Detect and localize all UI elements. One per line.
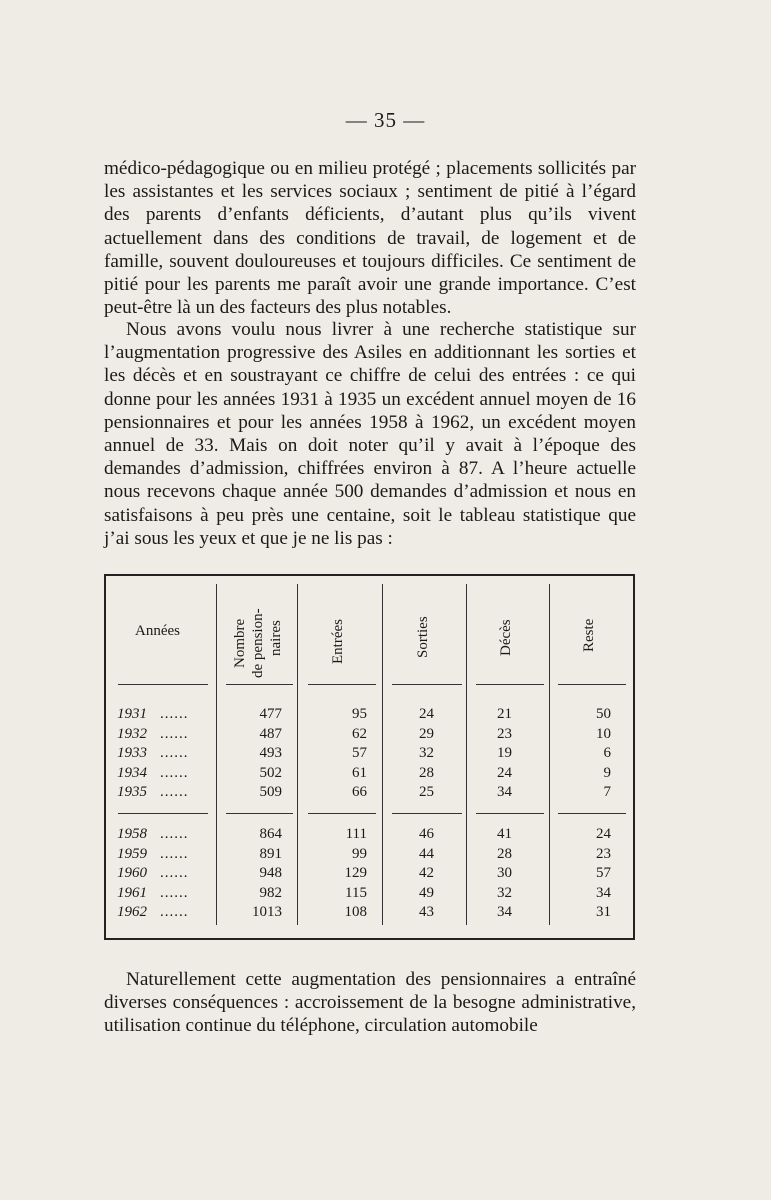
- leader-dots: ......: [160, 706, 189, 722]
- paragraph-3: Naturellement cette augmentation des pensionnaires a entraîné diverses conséquences : accroissement de la besogne administrative, utilisation continue du téléphone, circulation automobile: [104, 969, 636, 1037]
- table-row: [106, 726, 637, 745]
- header-rule: [308, 684, 376, 685]
- header-rule: [226, 684, 293, 685]
- header-deces: Décès: [498, 619, 514, 656]
- reste-cell: 50: [596, 706, 611, 722]
- sorties-cell: 46: [419, 826, 434, 842]
- sorties-cell: 44: [419, 845, 434, 862]
- sorties-cell: 24: [419, 706, 434, 722]
- leader-dots: ......: [160, 904, 189, 920]
- table-row: [106, 745, 637, 764]
- pensionnaires-cell: 948: [259, 865, 282, 881]
- header-naires: naires: [268, 620, 284, 656]
- year-cell: 1931: [117, 706, 147, 722]
- paragraph-1: médico-pédagogique ou en milieu protégé ; placements sollicités par les assistantes et les services sociaux ; sentiment de pitié à l’égard des parents d’enfants déficients, d’autant plus qu’ils vivent actuellement dans des conditions de travail, de logement et de famille, souvent douloureuses et toujours difficiles. Ce sentiment de pitié pour les parents me paraît avoir une grande importance. C’est peut-être là un des facteurs des plus notables.: [104, 158, 636, 319]
- leader-dots: ......: [160, 826, 189, 842]
- entrees-cell: 129: [344, 865, 367, 881]
- sorties-cell: 43: [419, 904, 434, 920]
- table-row: [106, 826, 637, 845]
- entrees-cell: 66: [352, 784, 367, 800]
- group-rule: [226, 813, 293, 814]
- table-row: [106, 846, 637, 865]
- page-number: — 35 —: [345, 108, 426, 132]
- leader-dots: ......: [160, 784, 189, 800]
- header-rule: [476, 684, 544, 685]
- entrees-cell: 111: [345, 826, 367, 842]
- sorties-cell: 29: [419, 725, 434, 742]
- sorties-cell: 42: [419, 865, 434, 881]
- group-rule: [392, 813, 462, 814]
- pensionnaires-cell: 502: [259, 764, 282, 781]
- deces-cell: 24: [497, 764, 512, 781]
- deces-cell: 30: [497, 865, 512, 881]
- pensionnaires-cell: 891: [259, 845, 282, 862]
- paragraph-2: Nous avons voulu nous livrer à une recherche statistique sur l’augmentation progressive des Asiles en additionnant les sorties et les décès et en soustrayant ce chiffre de celui des entrées : ce qui donne pour les années 1931 à 1935 un excédent annuel moyen de 16 pensionnaires et pour les années 1958 à 1962, un excédent moyen annuel de 33. Mais on doit noter qu’il y avait à l’époque des demandes d’admission, chiffrées environ à 87. A l’heure actuelle nous recevons chaque année 500 demandes d’admission et nous en satisfaisons à peu près une centaine, soit le tableau statistique que j’ai sous les yeux et que je ne lis pas :: [104, 319, 636, 549]
- reste-cell: 31: [596, 904, 611, 920]
- statistics-table: [104, 574, 635, 940]
- year-cell: 1960: [117, 865, 147, 881]
- reste-cell: 34: [596, 884, 611, 901]
- reste-cell: 24: [596, 826, 611, 842]
- header-annees: Années: [135, 623, 180, 639]
- sorties-cell: 49: [419, 884, 434, 901]
- pensionnaires-cell: 864: [259, 826, 282, 842]
- reste-cell: 6: [603, 745, 611, 761]
- table-row: [106, 885, 637, 904]
- year-cell: 1934: [117, 764, 147, 781]
- leader-dots: ......: [160, 865, 189, 881]
- header-rule: [558, 684, 626, 685]
- sorties-cell: 25: [419, 784, 434, 800]
- deces-cell: 28: [497, 845, 512, 862]
- pensionnaires-cell: 982: [259, 884, 282, 901]
- table-row: [106, 865, 637, 884]
- header-rule: [392, 684, 462, 685]
- reste-cell: 57: [596, 865, 611, 881]
- deces-cell: 34: [497, 784, 512, 800]
- deces-cell: 19: [497, 745, 512, 761]
- entrees-cell: 61: [352, 764, 367, 781]
- entrees-cell: 57: [352, 745, 367, 761]
- pensionnaires-cell: 493: [259, 745, 282, 761]
- header-de-pension: de pension-: [250, 608, 266, 678]
- header-nombre: Nombre: [232, 618, 248, 668]
- header-entrees: Entrées: [330, 619, 346, 664]
- deces-cell: 41: [497, 826, 512, 842]
- group-rule: [118, 813, 208, 814]
- year-cell: 1932: [117, 725, 147, 742]
- group-rule: [558, 813, 626, 814]
- pensionnaires-cell: 487: [259, 725, 282, 742]
- pensionnaires-cell: 1013: [252, 904, 282, 920]
- year-cell: 1962: [117, 904, 147, 920]
- sorties-cell: 32: [419, 745, 434, 761]
- year-cell: 1959: [117, 845, 147, 862]
- group-rule: [308, 813, 376, 814]
- year-cell: 1933: [117, 745, 147, 761]
- year-cell: 1958: [117, 826, 147, 842]
- reste-cell: 9: [603, 764, 611, 781]
- leader-dots: ......: [160, 745, 189, 761]
- leader-dots: ......: [160, 845, 189, 862]
- table-row: [106, 706, 637, 725]
- table-row: [106, 904, 637, 923]
- entrees-cell: 99: [352, 845, 367, 862]
- leader-dots: ......: [160, 725, 189, 742]
- pensionnaires-cell: 477: [259, 706, 282, 722]
- reste-cell: 10: [596, 725, 611, 742]
- header-rule: [118, 684, 208, 685]
- group-rule: [476, 813, 544, 814]
- reste-cell: 7: [603, 784, 611, 800]
- deces-cell: 34: [497, 904, 512, 920]
- entrees-cell: 108: [344, 904, 367, 920]
- table-row: [106, 765, 637, 784]
- entrees-cell: 115: [345, 884, 367, 901]
- table-row: [106, 784, 637, 803]
- entrees-cell: 95: [352, 706, 367, 722]
- leader-dots: ......: [160, 884, 189, 901]
- pensionnaires-cell: 509: [259, 784, 282, 800]
- reste-cell: 23: [596, 845, 611, 862]
- deces-cell: 23: [497, 725, 512, 742]
- year-cell: 1961: [117, 884, 147, 901]
- deces-cell: 32: [497, 884, 512, 901]
- year-cell: 1935: [117, 784, 147, 800]
- header-reste: Reste: [581, 618, 597, 652]
- entrees-cell: 62: [352, 725, 367, 742]
- sorties-cell: 28: [419, 764, 434, 781]
- leader-dots: ......: [160, 764, 189, 781]
- deces-cell: 21: [497, 706, 512, 722]
- header-sorties: Sorties: [415, 616, 431, 658]
